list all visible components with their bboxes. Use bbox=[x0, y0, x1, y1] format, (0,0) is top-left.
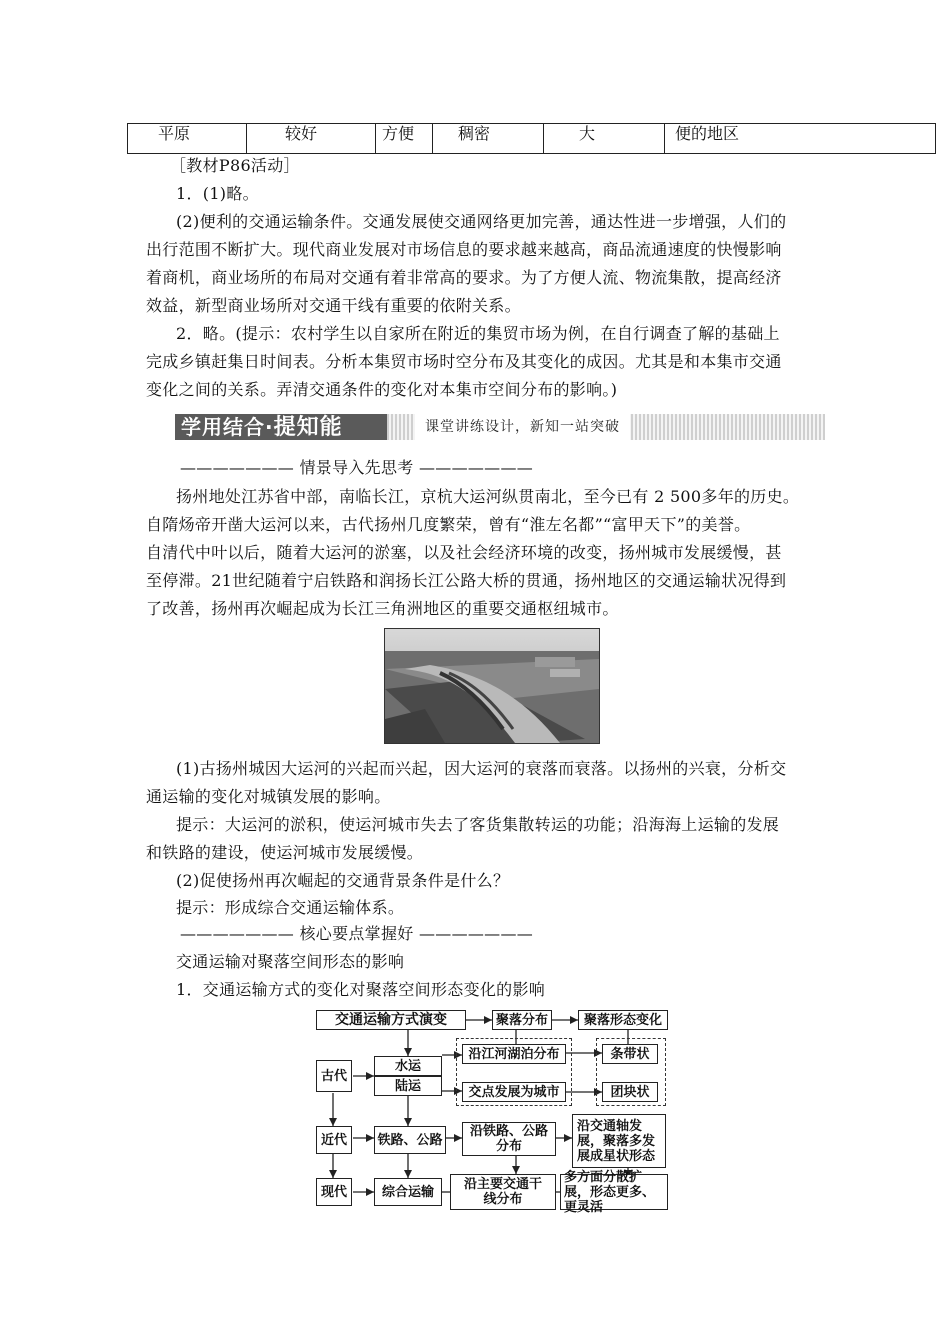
dist-along-rivers: 沿江河湖泊分布 bbox=[462, 1044, 566, 1064]
scene-paragraph-line: 了改善，扬州再次崛起成为长江三角洲地区的重要交通枢纽城市。 bbox=[146, 599, 619, 618]
question-2: (2)促使扬州再次崛起的交通背景条件是什么？ bbox=[176, 871, 510, 890]
top-table bbox=[127, 123, 936, 154]
activity-text-line: (2)便利的交通运输条件。交通发展使交通网络更加完善，通达性进一步增强，人们的 bbox=[176, 212, 787, 231]
banner-subtitle: 课堂讲练设计，新知一站突破 bbox=[415, 414, 630, 440]
transport-settlement-diagram bbox=[316, 1008, 670, 1215]
activity-text-line: 出行范围不断扩大。现代商业发展对市场信息的要求越来越高，商品流通速度的快慢影响 bbox=[146, 240, 782, 259]
section-banner bbox=[175, 412, 825, 442]
answer-1-line: 提示：大运河的淤积，使运河城市失去了客货集散转运的功能；沿海海上运输的发展 bbox=[176, 815, 780, 834]
core-subtitle: 1．交通运输方式的变化对聚落空间形态变化的影响 bbox=[176, 980, 546, 999]
canal-photo-image bbox=[385, 629, 599, 743]
scene-heading: ——————— 情景导入先思考 ——————— bbox=[180, 458, 534, 477]
form-multi: 多方面分散扩展，形态更多、更灵活 bbox=[560, 1174, 668, 1210]
question-1-line: 通运输的变化对城镇发展的影响。 bbox=[146, 787, 391, 806]
activity-text-line: 2．略。(提示：农村学生以自家所在附近的集贸市场为例，在自行调查了解的基础上 bbox=[176, 324, 780, 343]
activity-text-line: 变化之间的关系。弄清交通条件的变化对本集市空间分布的影响。) bbox=[146, 380, 618, 399]
diagram-header-form: 聚落形态变化 bbox=[578, 1010, 668, 1030]
dist-node-city: 交点发展为城市 bbox=[462, 1082, 566, 1102]
dist-along-trunk: 沿主要交通干线分布 bbox=[450, 1174, 556, 1210]
dist-along-rail: 沿铁路、公路分布 bbox=[462, 1122, 556, 1156]
table-cell: 稠密 bbox=[433, 124, 544, 154]
scene-paragraph-line: 至停滞。21世纪随着宁启铁路和润扬长江公路大桥的贯通，扬州地区的交通运输状况得到 bbox=[146, 571, 787, 590]
table-cell: 较好 bbox=[247, 124, 376, 154]
banner-title-part: 学用结合· bbox=[181, 415, 274, 439]
mode-water: 水运 bbox=[374, 1056, 442, 1076]
question-1-line: (1)古扬州城因大运河的兴起而兴起，因大运河的衰落而衰落。以扬州的兴衰，分析交 bbox=[176, 759, 787, 778]
form-strip: 条带状 bbox=[602, 1044, 658, 1064]
activity-text-line: 完成乡镇赶集日时间表。分析本集贸市场时空分布及其变化的成因。尤其是和本集市交通 bbox=[146, 352, 782, 371]
core-heading: ——————— 核心要点掌握好 ——————— bbox=[180, 924, 534, 943]
era-modern: 近代 bbox=[316, 1126, 352, 1154]
diagram-header-distribution: 聚落分布 bbox=[492, 1010, 552, 1030]
answer-2: 提示：形成综合交通运输体系。 bbox=[176, 898, 405, 917]
table-cell: 便的地区 bbox=[665, 124, 936, 154]
core-title: 交通运输对聚落空间形态的影响 bbox=[176, 952, 405, 971]
scene-paragraph-line: 自隋炀帝开凿大运河以来，古代扬州几度繁荣，曾有“淮左名都”“富甲天下”的美誉。 bbox=[146, 515, 751, 534]
activity-heading: ［教材P86活动］ bbox=[170, 156, 300, 175]
banner-title bbox=[175, 414, 387, 440]
era-ancient: 古代 bbox=[316, 1060, 352, 1092]
form-cluster: 团块状 bbox=[602, 1082, 658, 1102]
scene-paragraph-line: 扬州地处江苏省中部，南临长江，京杭大运河纵贯南北，至今已有 2 500多年的历史。 bbox=[176, 487, 800, 506]
answer-1-line: 和铁路的建设，使运河城市发展缓慢。 bbox=[146, 843, 424, 862]
banner-title-emphasis: 提知能 bbox=[273, 415, 343, 440]
mode-integrated: 综合运输 bbox=[374, 1178, 442, 1206]
activity-item-1: 1．(1)略。 bbox=[176, 184, 259, 203]
scene-paragraph-line: 自清代中叶以后，随着大运河的淤塞，以及社会经济环境的改变，扬州城市发展缓慢，甚 bbox=[146, 543, 782, 562]
table-cell: 大 bbox=[544, 124, 665, 154]
diagram-header-mode: 交通运输方式演变 bbox=[316, 1010, 466, 1030]
table-cell: 方便 bbox=[376, 124, 433, 154]
era-contemporary: 现代 bbox=[316, 1178, 352, 1206]
mode-rail-road: 铁路、公路 bbox=[374, 1126, 446, 1154]
activity-text-line: 着商机，商业场所的布局对交通有着非常高的要求。为了方便人流、物流集散，提高经济 bbox=[146, 268, 782, 287]
activity-text-line: 效益，新型商业场所对交通干线有重要的依附关系。 bbox=[146, 296, 521, 315]
form-star: 沿交通轴发展，聚落多发展成星状形态 bbox=[572, 1114, 666, 1168]
mode-land: 陆运 bbox=[374, 1076, 442, 1096]
table-cell: 平原 bbox=[128, 124, 247, 154]
canal-photo bbox=[384, 628, 600, 744]
